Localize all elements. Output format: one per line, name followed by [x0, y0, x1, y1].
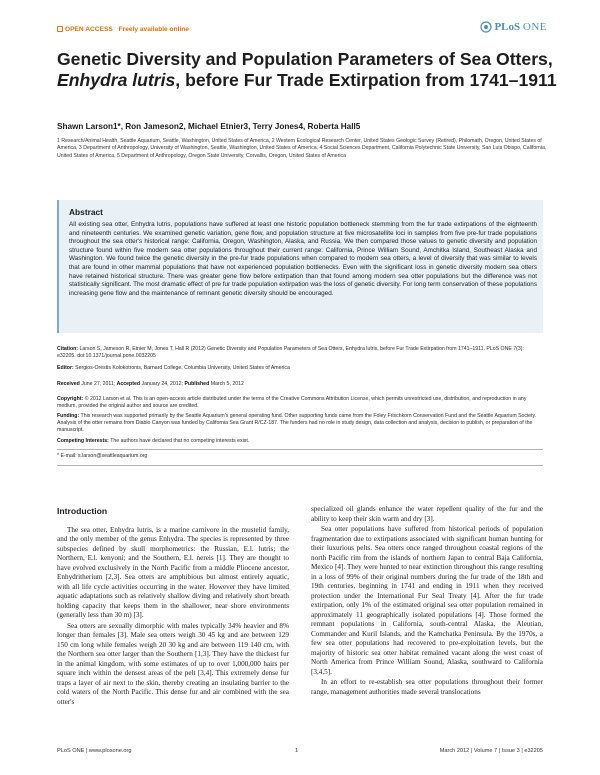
intro-paragraph-1: The sea otter, Enhydra lutris, is a marine carnivore in the mustelid family, and the only member of the genus Enhydra. The species is represented by three subspecies defined by skull morphometrics: the Russian, E.l. lutris; the Northern, E.l. kenyoni; and the Southern, E.l. nereis [1]. They are thought to have evolved exclusively in the North Pacific from a middle Pliocene ancestor, Enhydritherium [2,3]. Sea otters are amphibious but almost entirely aquatic, with all life cycle activities occurring in the water. However they have limited aquatic adaptations such as relatively shallow diving and relatively short breath holding capacity that keeps them in the shallower, near shore environments (generally less than 30 m) [3].	[57, 525, 289, 619]
corresponding-email[interactable]	[57, 453, 543, 460]
copyright-label: Copyright:	[57, 396, 84, 402]
received-label: Received	[57, 381, 80, 387]
intro-paragraph-4: In an effort to re-establish sea otter populations throughout their former range, management authorities made several translocations	[311, 678, 543, 696]
copyright	[57, 396, 543, 410]
title-species: Enhydra lutris	[57, 70, 176, 90]
abstract-text: All existing sea otter, Enhydra lutris, populations have suffered at least one historic population bottleneck stemming from the fur trade extirpations of the eighteenth and nineteenth centuries. We examined genetic variation, gene flow, and population structure at five microsatellite loci in samples from five pre-fur trade populations throughout the sea otter's historical range: California, Oregon, Washington, Alaska, and Russia. We then compared those values to genetic diversity and population structure found within five modern sea otter populations throughout their current range: California, Prince William Sound, Amchitka Island, Southeast Alaska and Washington. We found twice the genetic diversity in the pre-fur trade populations when compared to modern sea otters, a level of diversity that was similar to levels that are found in other mammal populations that have not experienced population bottlenecks. Even with the significant loss in genetic diversity modern sea otters have retained historical structure. There was greater gene flow before extirpation than that found among modern sea otter populations but the difference was not statistically significant. The most dramatic effect of pre fur trade population extirpation was the loss of genetic diversity. For long term conservation of these populations increasing gene flow and the maintenance of remnant genetic diversity should be encouraged.	[69, 221, 537, 297]
intro-paragraph-3: Sea otter populations have suffered from historical periods of population fragmentation due to extirpations associated with significant human hunting for their luxurious pelts. Sea otters once ranged throughout coastal regions of the north Pacific rim from the islands of northern Japan to central Baja California, Mexico [4]. They were hunted to near extinction throughout this range resulting in a loss of 99% of their original numbers during the fur trade of the 18th and 19th centuries, beginning in 1741 and ending in 1911 when they received protection under the International Fur Seal Treaty [4]. After the fur trade extirpation, only 1% of the estimated original sea otter population remained in approximately 11 geographically isolated populations [4]. Those formed the remnant populations in California, south-central Alaska, the Aleutian, Commander and Kuril Islands, and the Kamchatka Peninsula. By the 1970s, a few sea otter populations had recovered to pre-exploitation levels, but the majority of historic sea otter habitat remained vacant along the west coast of North America from Prince William Sound, Alaska, southward to California [3,4,5].	[311, 525, 543, 676]
logo-plos-text: PLoS	[494, 21, 521, 33]
abstract-heading: Abstract	[69, 207, 103, 217]
citation	[57, 346, 543, 360]
editor-label: Editor:	[57, 365, 74, 371]
funding	[57, 413, 543, 434]
published-label: Published	[184, 381, 210, 387]
competing-label: Competing Interests:	[57, 438, 109, 444]
editor	[57, 365, 543, 372]
published-date: March 5, 2012	[210, 381, 244, 387]
editor-text: Sergios-Orestis Kolokotronis, Barnard College, Columbia University, United States of America	[75, 365, 290, 371]
page-footer	[57, 748, 543, 760]
footer-page-number: 1	[295, 748, 299, 754]
funding-text: This research was supported primarily by the Seattle Aquarium's general operating fund. Other supporting funds came from the Foley Frischkorn Conservation Fund and the Seattle Aquarium Society. Analysis of the otter remains from Diablo Canyon was funded by California Sea Grant R/CZ-187. The funders had no role in study design, data collection and analysis, decision to publish, or preparation of the manuscript.	[57, 413, 537, 433]
funding-label: Funding:	[57, 413, 80, 419]
open-access-label: OPEN ACCESS	[65, 26, 113, 33]
citation-label: Citation:	[57, 346, 79, 352]
email-text[interactable]: * E-mail: s.larson@seattleaquarium.org	[57, 453, 148, 459]
footer-issue: March 2012 | Volume 7 | Issue 3 | e32205	[439, 748, 543, 754]
competing-interests	[57, 438, 543, 445]
article-title	[57, 49, 557, 91]
citation-text: Larson S, Jameson R, Etnier M, Jones T, Hall R (2012) Genetic Diversity and Population Parameters of Sea Otters, Enhydra lutris, before Fur Trade Extirpation from 1741–1911. PLoS ONE 7(3): e32205. doi:10.1371/journal.pone.0032205	[57, 346, 524, 359]
journal-header	[57, 21, 547, 40]
intro-paragraph-2: Sea otters are sexually dimorphic with males typically 34% heavier and 8% longer than females [3]. Male sea otters weigh 30 45 kg and are between 129 150 cm long while females weigh 20 30 kg and are between 119 140 cm, with the Northern sea otter larger than the Southern [1,3]. They have the thickest fur in the animal kingdom, with some estimates of up to over 1,000,000 hairs per square inch within the densest areas of the pelt [3,4]. This extremely dense fur traps a layer of air next to the skin, thereby creating an insulating barrier to the cold waters of the North Pacific. This dense fur and air combined with the sea otter's	[57, 621, 289, 706]
freely-available-label: Freely available online	[118, 26, 189, 33]
article-dates	[57, 381, 543, 388]
footer-journal: PLoS ONE | www.plosone.org	[57, 748, 132, 754]
abstract-box	[57, 200, 543, 333]
plos-one-logo	[480, 21, 547, 37]
body-column-right	[311, 505, 543, 698]
logo-one-text: ONE	[522, 21, 547, 33]
divider-after-email	[57, 465, 543, 466]
accepted-date: January 24, 2012;	[141, 381, 183, 387]
author-list: Shawn Larson1*, Ron Jameson2, Michael Etnier3, Terry Jones4, Roberta Hall5	[57, 122, 361, 131]
accepted-label: Accepted	[116, 381, 141, 387]
open-access-lock-icon	[57, 26, 63, 32]
introduction-heading: Introduction	[57, 506, 108, 516]
divider-before-email	[57, 449, 543, 450]
title-part-2: , before Fur Trade Extirpation from 1741–1911	[175, 70, 557, 90]
plos-globe-icon	[480, 21, 492, 33]
copyright-text: © 2012 Larson et al. This is an open-access article distributed under the terms of the Creative Commons Attribution License, which permits unrestricted use, distribution, and reproduction in any medium, provided the original author and source are credited.	[57, 396, 527, 409]
body-column-left	[57, 507, 289, 708]
affiliations: 1 Research/Animal Health, Seattle Aquarium, Seattle, Washington, United States of America, 2 Western Ecological Research Center, United States Geologic Survey (Retired), Philomath, Oregon, United States of America, 3 Department of Anthropology, University of Washington, Seattle, Washington, United States of America, 4 Social Sciences Department, California Polytechnic State University, San Luis Obispo, California, United States of America, 5 Department of Anthropology, Oregon State University, Corvallis, Oregon, United States of America	[57, 138, 547, 159]
intro-paragraph-2-continued: specialized oil glands enhance the water repellent quality of the fur and the ability to keep their skin warm and dry [3].	[311, 505, 543, 523]
competing-text: The authors have declared that no competing interests exist.	[110, 438, 250, 444]
open-access-separator	[115, 26, 117, 33]
title-part-1: Genetic Diversity and Population Parameters of Sea Otters,	[57, 49, 553, 69]
received-date: June 27, 2011;	[81, 381, 116, 387]
open-access-badge	[57, 26, 189, 33]
